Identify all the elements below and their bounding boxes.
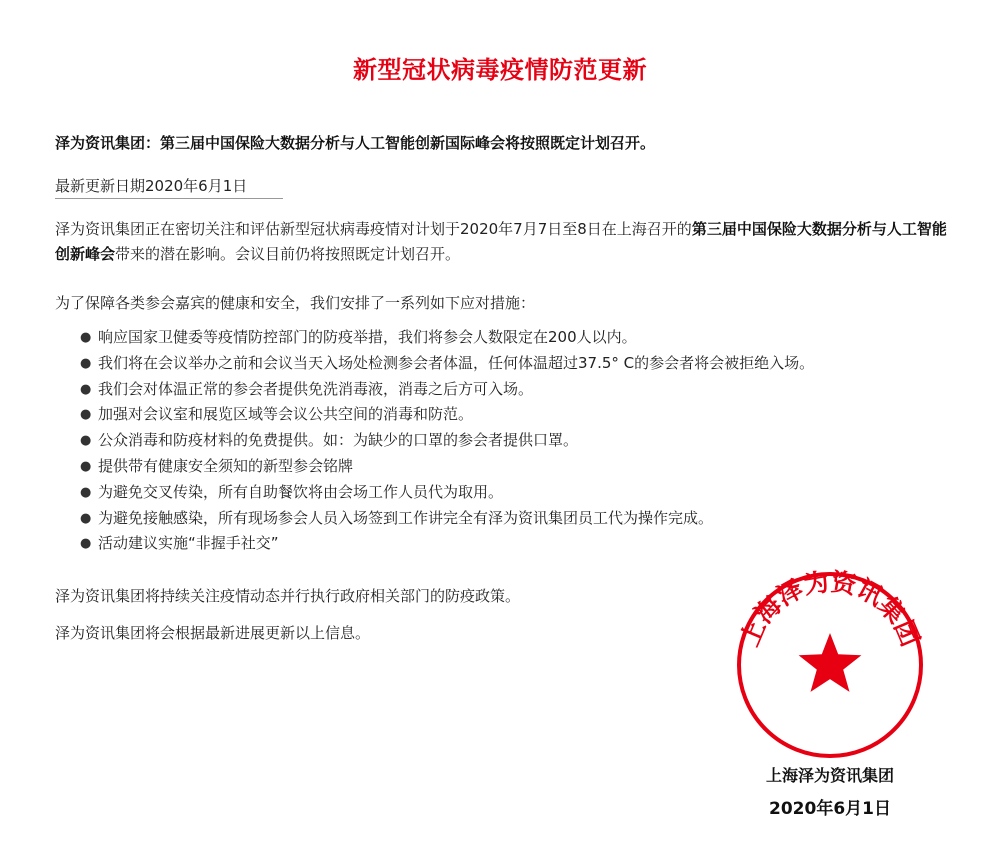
bullet-icon: ● (80, 433, 92, 449)
bullet-icon: ● (80, 355, 92, 371)
measures-list (78, 325, 814, 557)
headline: 泽为资讯集团：第三届中国保险大数据分析与人工智能创新国际峰会将按照既定计划召开。 (55, 134, 656, 152)
company-seal (730, 565, 930, 765)
bullet-icon: ● (80, 484, 92, 500)
bullet-icon: ● (80, 330, 92, 345)
closing-paragraph: 泽为资讯集团将持续关注疫情动态并行执行政府相关部门的防疫政策。 (55, 587, 521, 605)
intro-text-before: 泽为资讯集团正在密切关注和评估新型冠状病毒疫情对计划于2020年7月7日至8日在上海召开的 (55, 220, 692, 238)
bullet-icon: ● (80, 458, 92, 474)
intro-text-after: 带来的潜在影响。会议目前仍将按照既定计划召开。 (115, 245, 461, 263)
bullet-icon: ● (80, 536, 92, 552)
seal-star-icon (799, 633, 862, 692)
list-item: ● 公众消毒和防疫材料的免费提供。如：为缺少的口罩的参会者提供口罩。 (78, 428, 814, 454)
list-item: ● 我们将在会议举办之前和会议当天入场处检测参会者体温，任何体温超过37.5° C的参会者将会被拒绝入场。 (78, 351, 814, 377)
bullet-icon: ● (80, 407, 92, 423)
seal-text: 上海泽为资讯集团 (734, 567, 926, 651)
list-item: ● 为避免交叉传染，所有自助餐饮将由会场工作人员代为取用。 (78, 480, 814, 506)
measures-intro: 为了保障各类参会嘉宾的健康和安全，我们安排了一系列如下应对措施： (55, 294, 536, 312)
list-item: ● 我们会对体温正常的参会者提供免洗消毒液，消毒之后方可入场。 (78, 377, 814, 403)
page-title: 新型冠状病毒疫情防范更新 (353, 56, 647, 84)
bullet-icon: ● (80, 510, 92, 526)
summit-name: 第三届中国保险大数据分析与人工智能创新峰会 (55, 220, 947, 263)
list-item: ● 活动建议实施“非握手社交” (78, 531, 814, 557)
intro-paragraph (55, 217, 955, 267)
list-item: ● 响应国家卫健委等疫情防控部门的防疫举措，我们将参会人数限定在200人以内。 (78, 325, 814, 351)
list-item: ● 为避免接触感染，所有现场参会人员入场签到工作讲完全有泽为资讯集团员工代为操作完成。 (78, 506, 814, 532)
bullet-icon: ● (80, 381, 92, 397)
list-item: ● 提供带有健康安全须知的新型参会铭牌 (78, 454, 814, 480)
signature-date: 2020年6月1日 (769, 799, 891, 819)
list-item: ● 加强对会议室和展览区域等会议公共空间的消毒和防范。 (78, 402, 814, 428)
signature-org: 上海泽为资讯集团 (765, 766, 894, 785)
update-date: 最新更新日期2020年6月1日 (55, 175, 283, 199)
update-notice: 泽为资讯集团将会根据最新进展更新以上信息。 (55, 624, 371, 642)
